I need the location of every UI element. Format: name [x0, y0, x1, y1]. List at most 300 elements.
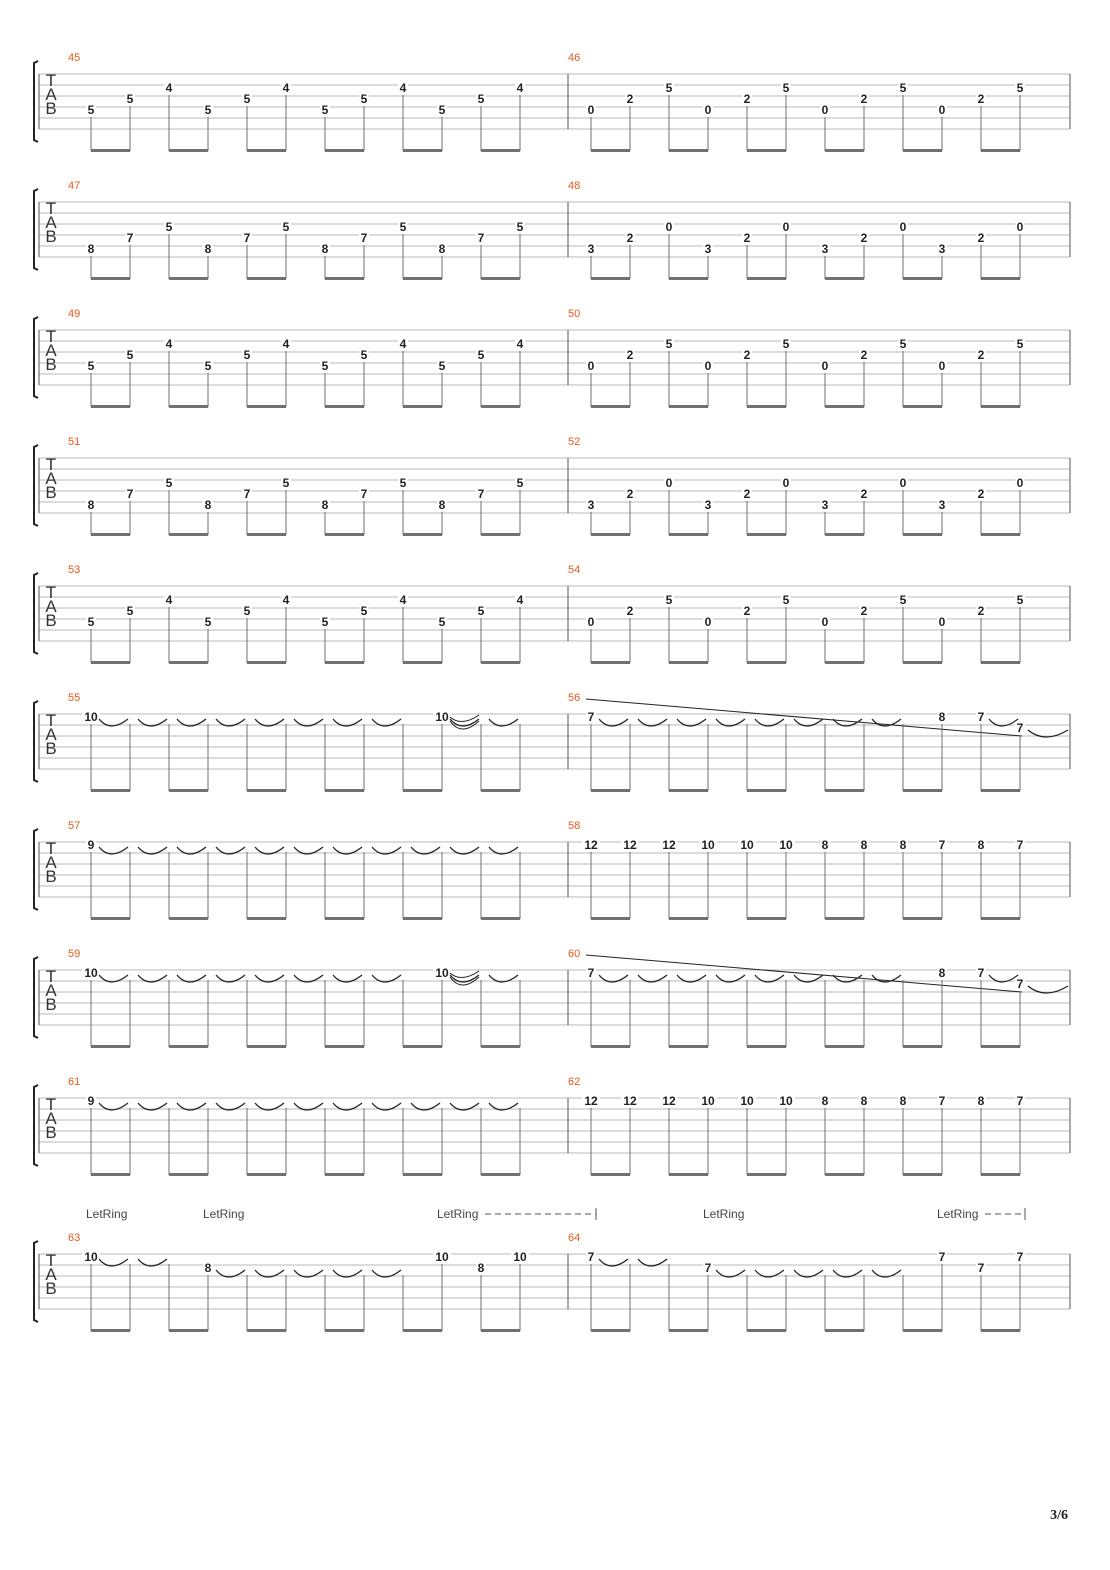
fret-number: 3 [938, 242, 946, 256]
fret-number: 5 [1016, 337, 1024, 351]
beam [825, 789, 864, 792]
fret-number: 7 [977, 710, 985, 724]
beam [481, 277, 520, 280]
tab-clef-letter: A [45, 853, 57, 872]
fret-number: 8 [938, 966, 946, 980]
system-bracket [34, 1085, 38, 1166]
fret-number: 5 [360, 348, 368, 362]
beam [825, 277, 864, 280]
fret-number: 5 [477, 604, 485, 618]
fret-number: 7 [360, 231, 368, 245]
fret-number: 5 [899, 337, 907, 351]
measure-number: 53 [68, 564, 81, 576]
beam [403, 149, 442, 152]
fret-number: 4 [165, 81, 173, 95]
page-number: 3/6 [1050, 1508, 1068, 1523]
fret-number: 2 [977, 348, 985, 362]
beam [91, 789, 130, 792]
fret-number: 8 [204, 242, 212, 256]
beam [169, 789, 208, 792]
fret-number: 12 [662, 838, 676, 852]
beam [169, 1045, 208, 1048]
beam [247, 277, 286, 280]
beam [481, 1045, 520, 1048]
beam [903, 405, 942, 408]
beam [325, 917, 364, 920]
fret-number: 5 [438, 615, 446, 629]
fret-number: 12 [623, 1094, 637, 1108]
beam [325, 1045, 364, 1048]
tie-arc [450, 715, 479, 722]
beam [247, 1329, 286, 1332]
fret-number: 0 [1016, 220, 1024, 234]
beam [903, 1329, 942, 1332]
system-bracket [34, 829, 38, 910]
fret-number: 5 [360, 92, 368, 106]
fret-number: 5 [321, 615, 329, 629]
beam [403, 533, 442, 536]
fret-number: 8 [977, 838, 985, 852]
beam [747, 533, 786, 536]
beam [669, 1045, 708, 1048]
fret-number: 5 [516, 476, 524, 490]
beam [981, 1045, 1020, 1048]
fret-number: 0 [821, 103, 829, 117]
fret-number: 3 [587, 498, 595, 512]
beam [825, 533, 864, 536]
fret-number: 0 [587, 103, 595, 117]
fret-number: 8 [321, 498, 329, 512]
beam [591, 1329, 630, 1332]
tab-clef-letter: B [45, 867, 57, 886]
beam [169, 1173, 208, 1176]
beam [247, 1045, 286, 1048]
fret-number: 10 [435, 966, 449, 980]
fret-number: 5 [1016, 81, 1024, 95]
beam [591, 789, 630, 792]
tab-clef-letter: B [45, 99, 57, 118]
beam [903, 1045, 942, 1048]
fret-number: 7 [243, 487, 251, 501]
beam [981, 533, 1020, 536]
beam [903, 149, 942, 152]
beam [981, 277, 1020, 280]
beam [325, 1329, 364, 1332]
fret-number: 8 [860, 1094, 868, 1108]
fret-number: 5 [126, 348, 134, 362]
beam [169, 661, 208, 664]
tab-clef-letter: B [45, 1123, 57, 1142]
fret-number: 10 [84, 1250, 98, 1264]
fret-number: 5 [243, 92, 251, 106]
fret-number: 5 [165, 476, 173, 490]
beam [669, 149, 708, 152]
tab-clef-letter: T [45, 711, 57, 730]
beam [247, 917, 286, 920]
beam [91, 149, 130, 152]
beam [91, 533, 130, 536]
fret-number: 4 [516, 81, 524, 95]
fret-number: 10 [740, 838, 754, 852]
fret-number: 10 [779, 838, 793, 852]
beam [247, 1173, 286, 1176]
measure-number: 63 [68, 1232, 81, 1244]
beam [91, 405, 130, 408]
tab-clef-letter: B [45, 227, 57, 246]
fret-number: 0 [782, 476, 790, 490]
beam [169, 1329, 208, 1332]
fret-number: 2 [626, 92, 634, 106]
fret-number: 5 [165, 220, 173, 234]
fret-number: 4 [399, 593, 407, 607]
fret-number: 10 [84, 710, 98, 724]
beam [481, 1329, 520, 1332]
fret-number: 12 [584, 838, 598, 852]
fret-number: 5 [126, 92, 134, 106]
fret-number: 8 [204, 1261, 212, 1275]
fret-number: 3 [587, 242, 595, 256]
beam [247, 149, 286, 152]
tab-clef-letter: T [45, 1251, 57, 1270]
tab-clef-letter: B [45, 611, 57, 630]
measure-number: 61 [68, 1076, 81, 1088]
beam [981, 1329, 1020, 1332]
fret-number: 0 [587, 359, 595, 373]
fret-number: 7 [243, 231, 251, 245]
system-bracket [34, 1241, 38, 1322]
beam [591, 277, 630, 280]
fret-number: 2 [626, 604, 634, 618]
fret-number: 0 [665, 220, 673, 234]
fret-number: 9 [87, 838, 95, 852]
fret-number: 2 [626, 231, 634, 245]
fret-number: 5 [243, 348, 251, 362]
fret-number: 7 [587, 1250, 595, 1264]
fret-number: 5 [282, 220, 290, 234]
beam [981, 405, 1020, 408]
tab-clef-letter: B [45, 1279, 57, 1298]
fret-number: 7 [977, 1261, 985, 1275]
fret-number: 2 [977, 487, 985, 501]
measure-number: 50 [568, 308, 581, 320]
fret-number: 5 [899, 81, 907, 95]
beam [591, 533, 630, 536]
measure-number: 60 [568, 948, 581, 960]
fret-number: 7 [126, 231, 134, 245]
tie-arc [450, 971, 479, 978]
beam [825, 405, 864, 408]
fret-number: 5 [899, 593, 907, 607]
fret-number: 0 [899, 220, 907, 234]
fret-number: 7 [1016, 1094, 1024, 1108]
beam [669, 533, 708, 536]
fret-number: 9 [87, 1094, 95, 1108]
fret-number: 8 [321, 242, 329, 256]
measure-number: 58 [568, 820, 581, 832]
beam [91, 661, 130, 664]
measure-number: 46 [568, 52, 581, 64]
beam [403, 1173, 442, 1176]
fret-number: 4 [516, 593, 524, 607]
tab-clef-letter: T [45, 327, 57, 346]
fret-number: 7 [1016, 838, 1024, 852]
fret-number: 7 [938, 838, 946, 852]
fret-number: 0 [704, 103, 712, 117]
beam [325, 149, 364, 152]
fret-number: 2 [977, 604, 985, 618]
fret-number: 2 [743, 604, 751, 618]
beam [903, 789, 942, 792]
beam [325, 661, 364, 664]
fret-number: 7 [587, 966, 595, 980]
beam [481, 789, 520, 792]
fret-number: 4 [165, 337, 173, 351]
beam [481, 661, 520, 664]
beam [481, 533, 520, 536]
measure-number: 55 [68, 692, 81, 704]
beam [825, 1045, 864, 1048]
beam [403, 917, 442, 920]
fret-number: 0 [938, 615, 946, 629]
beam [325, 789, 364, 792]
fret-number: 7 [477, 231, 485, 245]
fret-number: 2 [626, 487, 634, 501]
fret-number: 5 [782, 593, 790, 607]
system-bracket [34, 573, 38, 654]
tab-clef-letter: A [45, 469, 57, 488]
beam [91, 1045, 130, 1048]
measure-number: 57 [68, 820, 81, 832]
beam [247, 661, 286, 664]
beam [747, 149, 786, 152]
fret-number: 3 [704, 242, 712, 256]
fret-number: 8 [938, 710, 946, 724]
measure-number: 64 [568, 1232, 581, 1244]
fret-number: 0 [587, 615, 595, 629]
fret-number: 10 [435, 1250, 449, 1264]
tab-clef-letter: A [45, 1109, 57, 1128]
beam [169, 149, 208, 152]
beam [247, 789, 286, 792]
fret-number: 12 [623, 838, 637, 852]
beam [403, 277, 442, 280]
fret-number: 0 [821, 615, 829, 629]
fret-number: 3 [938, 498, 946, 512]
beam [669, 405, 708, 408]
fret-number: 4 [282, 337, 290, 351]
beam [981, 1173, 1020, 1176]
beam [747, 1173, 786, 1176]
beam [91, 917, 130, 920]
fret-number: 10 [84, 966, 98, 980]
beam [747, 917, 786, 920]
fret-number: 8 [438, 498, 446, 512]
fret-number: 10 [701, 838, 715, 852]
fret-number: 5 [665, 81, 673, 95]
beam [903, 1173, 942, 1176]
beam [669, 277, 708, 280]
measure-number: 54 [568, 564, 581, 576]
slide-line [586, 955, 1022, 992]
beam [403, 789, 442, 792]
system-bracket [34, 317, 38, 398]
fret-number: 5 [321, 359, 329, 373]
let-ring-label: LetRing [203, 1207, 245, 1221]
fret-number: 2 [977, 92, 985, 106]
beam [825, 917, 864, 920]
tab-clef-letter: A [45, 213, 57, 232]
beam [481, 917, 520, 920]
beam [591, 149, 630, 152]
system-bracket [34, 957, 38, 1038]
measure-number: 47 [68, 180, 81, 192]
fret-number: 3 [704, 498, 712, 512]
fret-number: 0 [704, 615, 712, 629]
measure-number: 62 [568, 1076, 581, 1088]
fret-number: 2 [860, 604, 868, 618]
tab-clef-letter: T [45, 839, 57, 858]
fret-number: 5 [399, 220, 407, 234]
beam [169, 917, 208, 920]
beam [403, 1045, 442, 1048]
tab-clef-letter: B [45, 483, 57, 502]
beam [747, 1329, 786, 1332]
fret-number: 5 [243, 604, 251, 618]
beam [325, 533, 364, 536]
beam [481, 1173, 520, 1176]
beam [669, 1329, 708, 1332]
fret-number: 7 [587, 710, 595, 724]
system-bracket [34, 701, 38, 782]
fret-number: 5 [782, 337, 790, 351]
beam [591, 405, 630, 408]
fret-number: 8 [438, 242, 446, 256]
fret-number: 5 [282, 476, 290, 490]
beam [981, 661, 1020, 664]
tab-clef-letter: B [45, 995, 57, 1014]
slide-line [586, 699, 1022, 736]
fret-number: 5 [665, 593, 673, 607]
measure-number: 45 [68, 52, 81, 64]
fret-number: 7 [704, 1261, 712, 1275]
beam [747, 661, 786, 664]
fret-number: 3 [821, 242, 829, 256]
let-ring-label: LetRing [937, 1207, 979, 1221]
beam [903, 661, 942, 664]
beam [825, 149, 864, 152]
tab-clef-letter: A [45, 597, 57, 616]
beam [903, 277, 942, 280]
fret-number: 5 [438, 103, 446, 117]
beam [403, 661, 442, 664]
fret-number: 7 [360, 487, 368, 501]
beam [747, 1045, 786, 1048]
beam [169, 277, 208, 280]
fret-number: 8 [204, 498, 212, 512]
fret-number: 5 [360, 604, 368, 618]
beam [169, 405, 208, 408]
beam [403, 405, 442, 408]
beam [669, 917, 708, 920]
tab-clef-letter: A [45, 1265, 57, 1284]
fret-number: 8 [860, 838, 868, 852]
tab-clef-letter: T [45, 71, 57, 90]
beam [981, 789, 1020, 792]
fret-number: 8 [977, 1094, 985, 1108]
system-bracket [34, 189, 38, 270]
fret-number: 0 [938, 359, 946, 373]
fret-number: 2 [743, 92, 751, 106]
fret-number: 5 [321, 103, 329, 117]
beam [825, 661, 864, 664]
fret-number: 10 [701, 1094, 715, 1108]
beam [825, 1173, 864, 1176]
tab-clef-letter: A [45, 725, 57, 744]
fret-number: 4 [399, 81, 407, 95]
fret-number: 2 [743, 348, 751, 362]
fret-number: 3 [821, 498, 829, 512]
beam [325, 277, 364, 280]
fret-number: 5 [204, 103, 212, 117]
beam [591, 661, 630, 664]
fret-number: 5 [782, 81, 790, 95]
beam [825, 1329, 864, 1332]
fret-number: 4 [399, 337, 407, 351]
tab-clef-letter: A [45, 981, 57, 1000]
beam [669, 1173, 708, 1176]
fret-number: 0 [899, 476, 907, 490]
fret-number: 5 [87, 103, 95, 117]
fret-number: 10 [779, 1094, 793, 1108]
fret-number: 4 [282, 593, 290, 607]
beam [91, 1173, 130, 1176]
fret-number: 0 [938, 103, 946, 117]
fret-number: 5 [87, 359, 95, 373]
tab-clef-letter: B [45, 739, 57, 758]
tab-clef-letter: T [45, 583, 57, 602]
fret-number: 7 [126, 487, 134, 501]
let-ring-label: LetRing [86, 1207, 128, 1221]
fret-number: 7 [938, 1250, 946, 1264]
measure-number: 56 [568, 692, 581, 704]
fret-number: 5 [204, 359, 212, 373]
fret-number: 12 [584, 1094, 598, 1108]
beam [325, 1173, 364, 1176]
fret-number: 12 [662, 1094, 676, 1108]
fret-number: 10 [740, 1094, 754, 1108]
fret-number: 7 [477, 487, 485, 501]
fret-number: 2 [977, 231, 985, 245]
fret-number: 7 [1016, 721, 1024, 735]
measure-number: 59 [68, 948, 81, 960]
fret-number: 2 [743, 487, 751, 501]
measure-number: 52 [568, 436, 581, 448]
fret-number: 5 [399, 476, 407, 490]
beam [481, 405, 520, 408]
fret-number: 0 [782, 220, 790, 234]
beam [591, 1045, 630, 1048]
fret-number: 4 [282, 81, 290, 95]
beam [669, 661, 708, 664]
fret-number: 7 [938, 1094, 946, 1108]
fret-number: 8 [899, 838, 907, 852]
fret-number: 0 [821, 359, 829, 373]
tab-clef-letter: T [45, 1095, 57, 1114]
beam [591, 917, 630, 920]
fret-number: 10 [435, 710, 449, 724]
fret-number: 2 [626, 348, 634, 362]
fret-number: 0 [665, 476, 673, 490]
